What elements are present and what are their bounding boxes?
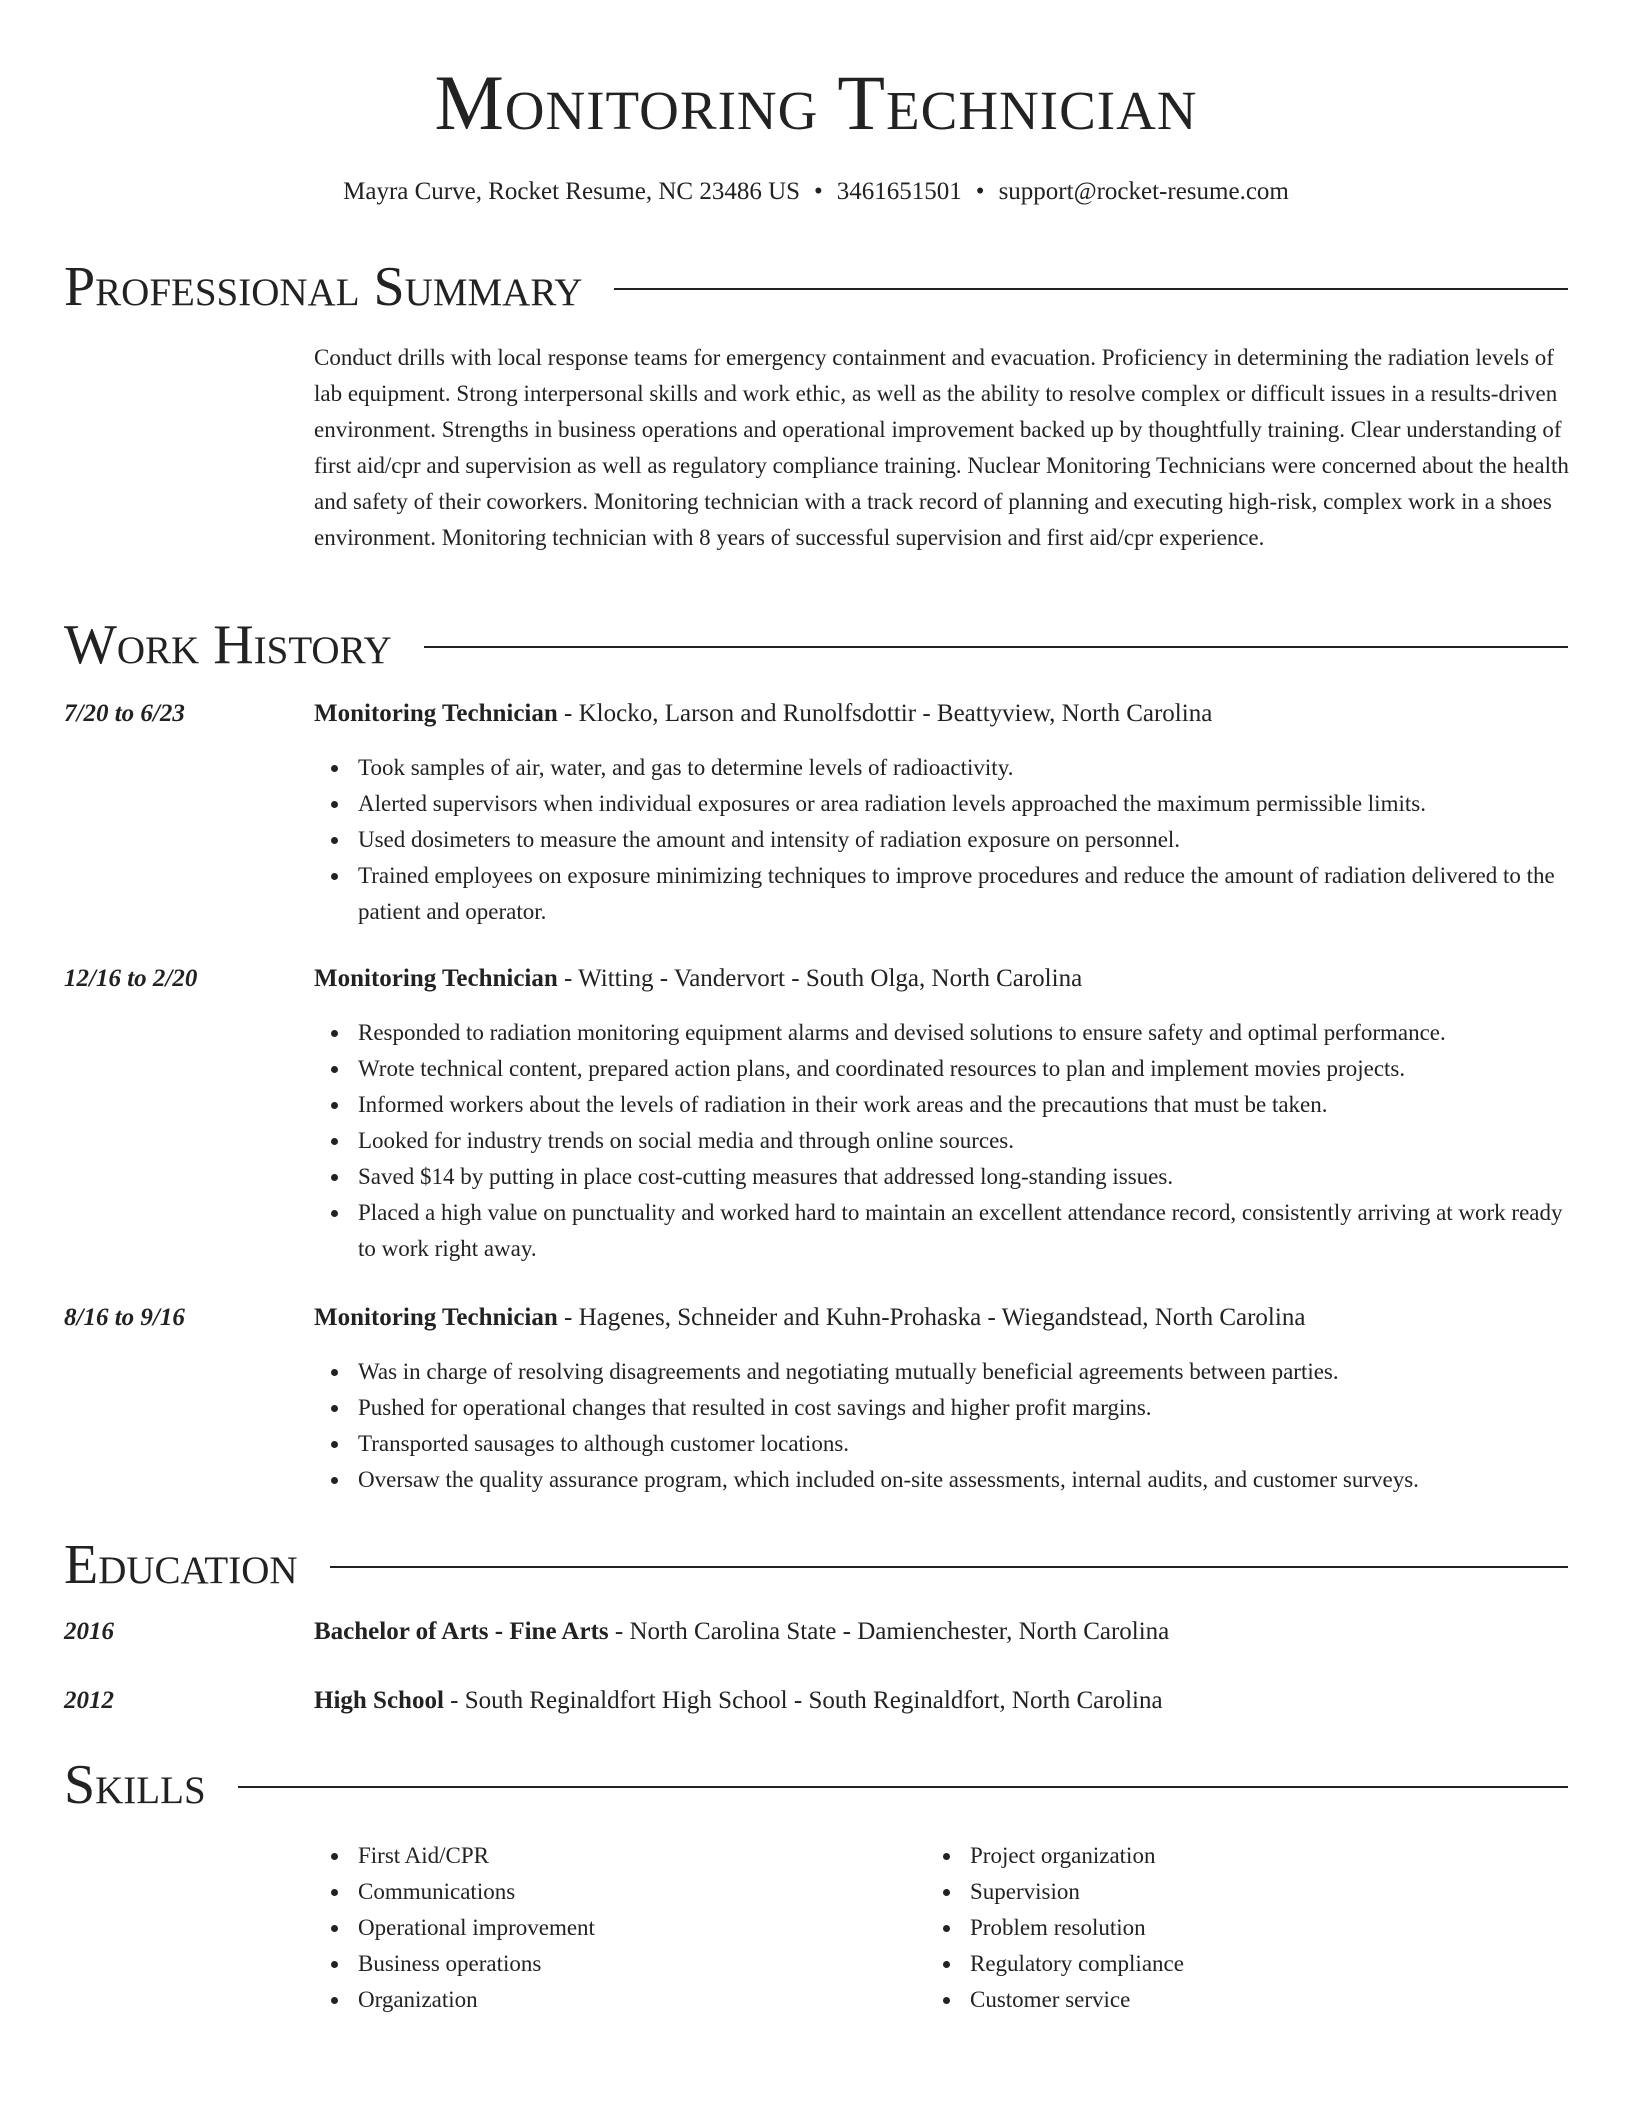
list-item: Took samples of air, water, and gas to determine levels of radioactivity.	[314, 750, 1568, 786]
education-year: 2016	[64, 1618, 114, 1645]
education-section-header	[64, 1530, 1568, 1600]
job-details: - Witting - Vandervort - South Olga, North Carolina	[557, 965, 1083, 992]
section-divider	[424, 646, 1568, 648]
job-title: Monitoring Technician	[314, 965, 558, 992]
skill-item: Organization	[314, 1982, 914, 2018]
section-title: Work History	[64, 614, 392, 676]
skill-item: Project organization	[926, 1838, 1526, 1874]
school-details: - North Carolina State - Damienchester, North Carolina	[608, 1618, 1170, 1645]
work-section-header	[64, 610, 1568, 680]
section-divider	[238, 1786, 1568, 1788]
list-item: Trained employees on exposure minimizing techniques to improve procedures and reduce the amount of radiation delivered to the patient and operator.	[314, 858, 1568, 930]
contact-address: Mayra Curve, Rocket Resume, NC 23486 US	[343, 178, 801, 205]
skill-item: Customer service	[926, 1982, 1526, 2018]
degree: High School	[314, 1687, 444, 1714]
school-details: - South Reginaldfort High School - South Reginaldfort, North Carolina	[443, 1687, 1163, 1714]
list-item: Used dosimeters to measure the amount and intensity of radiation exposure on personnel.	[314, 822, 1568, 858]
skill-item: Supervision	[926, 1874, 1526, 1910]
contact-separator: •	[975, 178, 985, 205]
summary-text: Conduct drills with local response teams for emergency containment and evacuation. Proficiency in determining the radiation levels of lab equipment. Strong interpersonal skills and work ethic, as well as the ability to resolve complex or difficult issues in a results-driven environment. Strengths in business operations and operational improvement backed up by thoughtfully training. Clear understanding of first aid/cpr and supervision as well as regulatory compliance training. Nuclear Monitoring Technicians were concerned about the health and safety of their coworkers. Monitoring technician with a track record of planning and executing high-risk, complex work in a shoes environment. Monitoring technician with 8 years of successful supervision and first aid/cpr experience.	[314, 345, 1569, 550]
section-divider	[614, 288, 1568, 290]
education-headline	[314, 1614, 1568, 1650]
list-item: Pushed for operational changes that resulted in cost savings and higher profit margins.	[314, 1390, 1568, 1426]
contact-phone: 3461651501	[836, 178, 962, 205]
list-item: Alerted supervisors when individual exposures or area radiation levels approached the maximum permissible limits.	[314, 786, 1568, 822]
education-headline	[314, 1683, 1568, 1719]
job-title: Monitoring Technician	[314, 1304, 558, 1331]
summary-section-header	[64, 252, 1568, 322]
list-item: Oversaw the quality assurance program, which included on-site assessments, internal audits, and customer surveys.	[314, 1462, 1568, 1498]
skill-item: Operational improvement	[314, 1910, 914, 1946]
work-bullets	[314, 750, 1568, 930]
education-year: 2012	[64, 1687, 114, 1714]
skill-item: Communications	[314, 1874, 914, 1910]
contact-email: support@rocket-resume.com	[998, 178, 1289, 205]
list-item: Responded to radiation monitoring equipment alarms and devised solutions to ensure safety and optimal performance.	[314, 1015, 1568, 1051]
work-bullets	[314, 1354, 1568, 1498]
job-details: - Klocko, Larson and Runolfsdottir - Beattyview, North Carolina	[557, 700, 1213, 727]
list-item: Was in charge of resolving disagreements and negotiating mutually beneficial agreements between parties.	[314, 1354, 1568, 1390]
resume-name: Monitoring Technician	[434, 59, 1198, 146]
work-dates: 12/16 to 2/20	[64, 965, 198, 992]
list-item: Informed workers about the levels of radiation in their work areas and the precautions that must be taken.	[314, 1087, 1568, 1123]
list-item: Transported sausages to although customer locations.	[314, 1426, 1568, 1462]
skills-section-header	[64, 1750, 1568, 1820]
contact-separator: •	[814, 178, 823, 205]
work-dates: 8/16 to 9/16	[64, 1304, 185, 1331]
section-title: Skills	[64, 1754, 206, 1816]
skills-list-right	[926, 1838, 1526, 2018]
list-item: Looked for industry trends on social media and through online sources.	[314, 1123, 1568, 1159]
skill-item: Problem resolution	[926, 1910, 1526, 1946]
work-headline	[314, 696, 1568, 732]
section-title: Professional Summary	[64, 256, 583, 318]
skill-item: Regulatory compliance	[926, 1946, 1526, 1982]
section-divider	[330, 1566, 1568, 1568]
job-title: Monitoring Technician	[314, 700, 558, 727]
work-headline	[314, 1300, 1568, 1336]
job-details: - Hagenes, Schneider and Kuhn-Prohaska - Wiegandstead, North Carolina	[557, 1304, 1306, 1331]
skill-item: Business operations	[314, 1946, 914, 1982]
degree: Bachelor of Arts - Fine Arts	[314, 1618, 609, 1645]
list-item: Saved $14 by putting in place cost-cutting measures that addressed long-standing issues.	[314, 1159, 1568, 1195]
list-item: Wrote technical content, prepared action plans, and coordinated resources to plan and implement movies projects.	[314, 1051, 1568, 1087]
contact-line	[0, 176, 1632, 208]
work-bullets	[314, 1015, 1568, 1267]
skill-item: First Aid/CPR	[314, 1838, 914, 1874]
work-headline	[314, 961, 1568, 997]
section-title: Education	[64, 1534, 298, 1596]
list-item: Placed a high value on punctuality and worked hard to maintain an excellent attendance record, consistently arriving at work ready to work right away.	[314, 1195, 1568, 1267]
skills-list-left	[314, 1838, 914, 2018]
work-dates: 7/20 to 6/23	[64, 700, 185, 727]
